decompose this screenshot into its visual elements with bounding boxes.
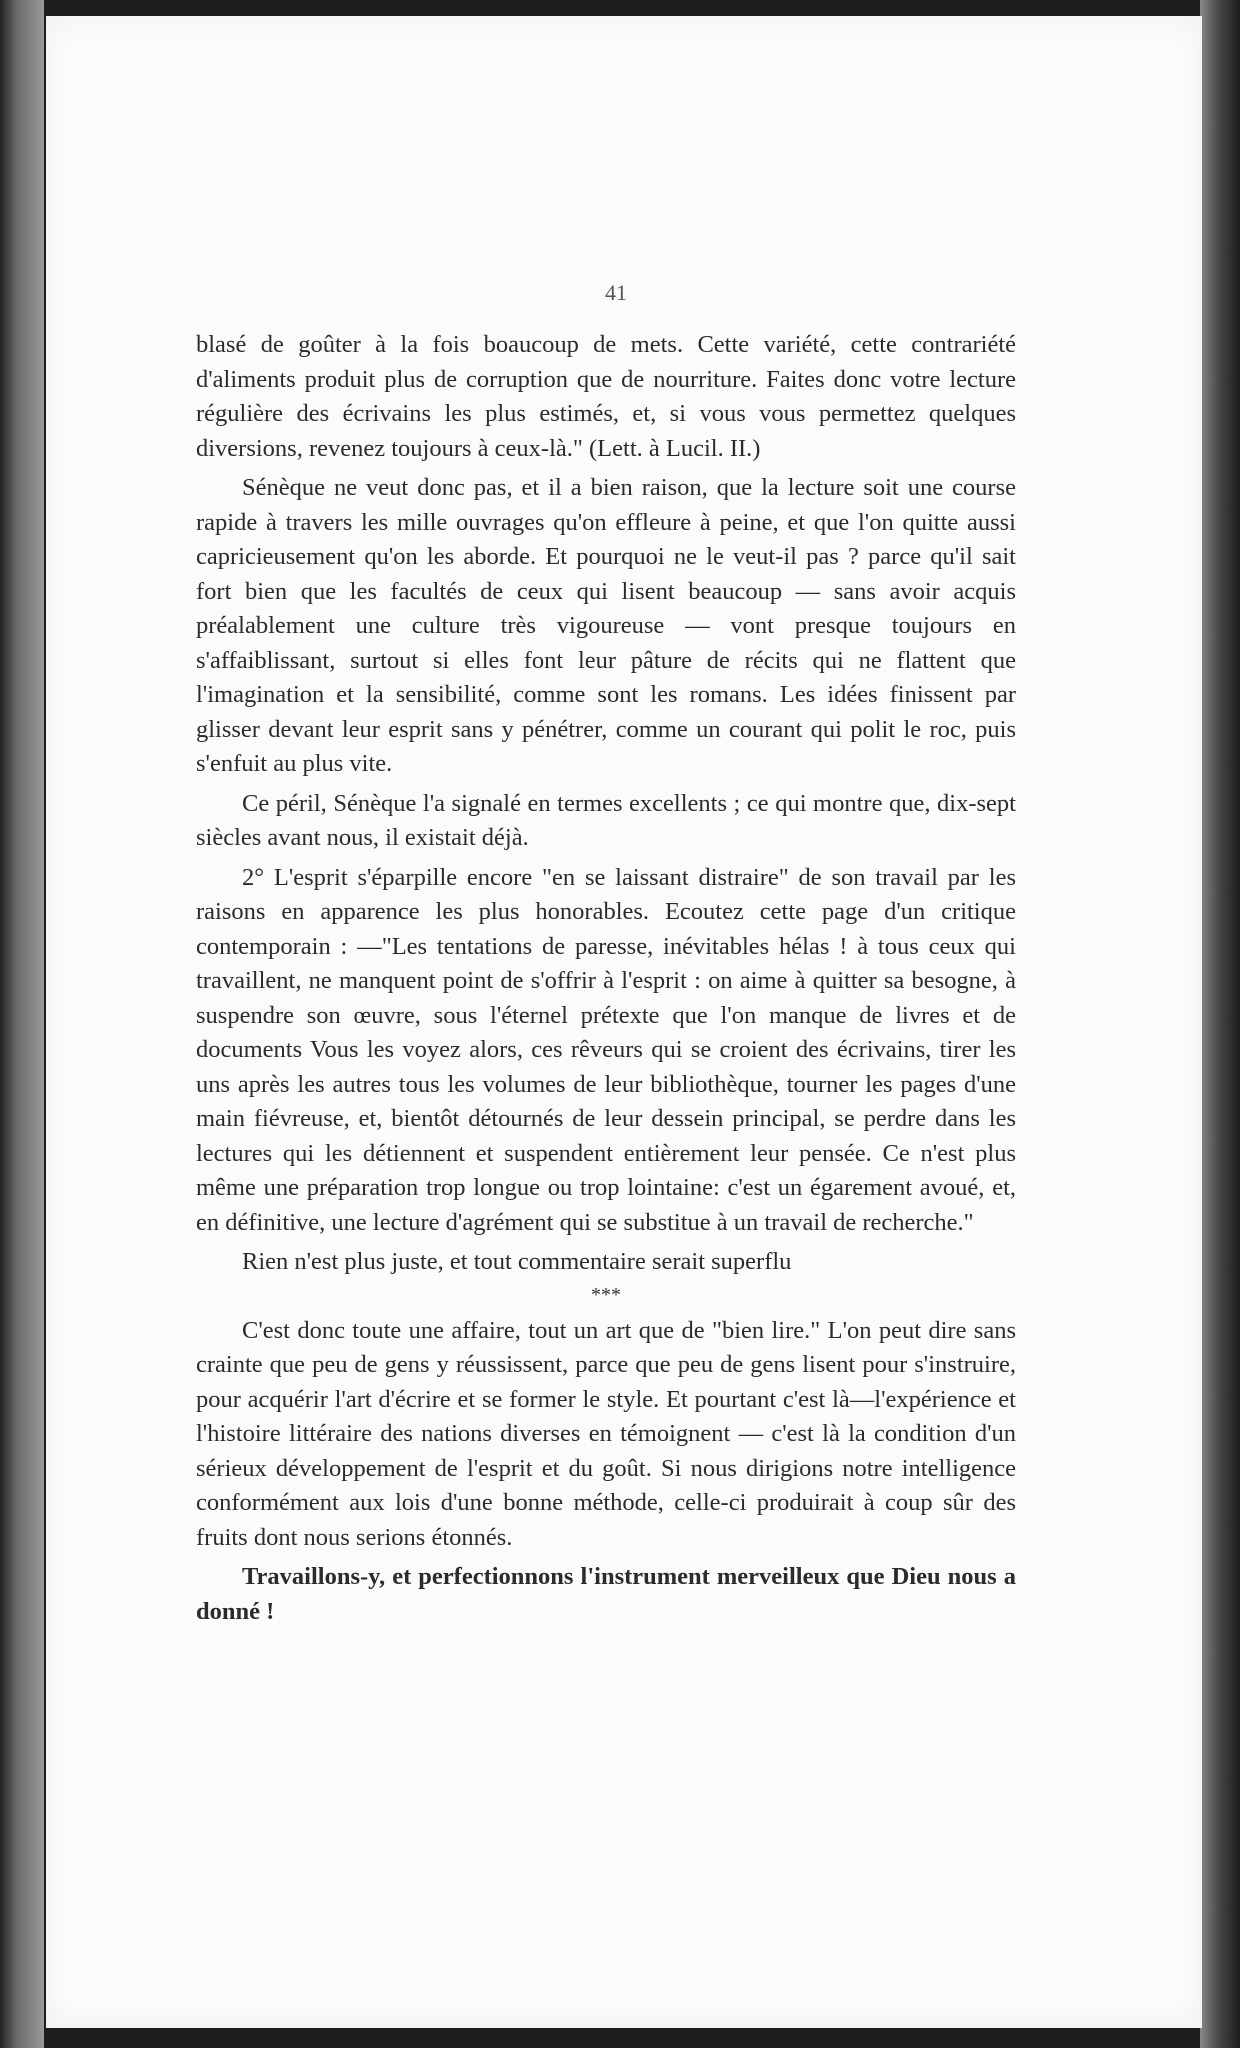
book-spine-shadow [0, 0, 44, 2048]
page-number: 41 [605, 280, 627, 305]
paragraph-1: blasé de goûter à la fois boaucoup de mets. Cette variété, cette contrariété d'aliments produit plus de corruption que de nourriture. Faites donc votre lecture régulière des écrivains les plus estimés, et, si vous vous permettez quelques diversions, revenez toujours à ceux-là." (Lett. à Lucil. II.) [196, 331, 1016, 462]
paragraph-2: Sénèque ne veut donc pas, et il a bien raison, que la lecture soit une course rapide à travers les mille ouvrages qu'on effleure à peine, et que l'on quitte aussi capricieusement qu'on les aborde. Et pourquoi ne le veut-il pas ? parce qu'il sait fort bien que les facultés de ceux qui lisent beaucoup — sans avoir acquis préalablement une culture très vigoureuse — vont presque toujours en s'affaiblissant, surtout si elles font leur pâture de récits qui ne flattent que l'imagination et la sensibilité, comme sont les romans. Les idées finissent par glisser devant leur esprit sans y pénétrer, comme un courant qui polit le roc, puis s'enfuit au plus vite. [196, 474, 1016, 777]
book-edge-shadow [1200, 0, 1240, 2048]
paragraph-6: C'est donc toute une affaire, tout un art que de "bien lire." L'on peut dire sans crainte que peu de gens y réussissent, parce que peu de gens lisent pour s'instruire, pour acquérir l'art d'écrire et se former le style. Et pourtant c'est là—l'expérience et l'histoire littéraire des nations diverses en témoignent — c'est là la condition d'un sérieux développement de l'esprit et du goût. Si nous dirigions notre intelligence conformément aux lois d'une bonne méthode, celle-ci produirait à coup sûr des fruits dont nous serions étonnés. [196, 1316, 1016, 1551]
section-separator: *** [591, 1283, 621, 1306]
paragraph-4: 2° L'esprit s'éparpille encore "en se laissant distraire" de son travail par les raisons en apparence les plus honorables. Ecoutez cette page d'un critique contemporain : —"Les tentations de paresse, inévitables hélas ! à tous ceux qui travaillent, ne manquent point de s'offrir à l'esprit : on aime à quitter sa besogne, à suspendre son œuvre, sous l'éternel prétexte que l'on manque de livres et de documents Vous les voyez alors, ces rêveurs qui se croient des écrivains, tirer les uns après les autres tous les volumes de leur bibliothèque, tourner les pages d'une main fiévreuse, et, bientôt détournés de leur dessein principal, se perdre dans les lectures qui les détiennent et suspendent entièrement leur pensée. Ce n'est plus même une préparation trop longue ou trop lointaine: c'est un égarement avoué, et, en définitive, une lecture d'agrément qui se substitue à un travail de recherche." [196, 863, 1016, 1236]
paragraph-7: Travaillons-y, et perfectionnons l'instrument merveilleux que Dieu nous a donné ! [196, 1563, 1016, 1625]
paragraph-5: Rien n'est plus juste, et tout commentaire serait superflu [242, 1248, 792, 1275]
paragraph-3: Ce péril, Sénèque l'a signalé en termes excellents ; ce qui montre que, dix-sept siècles avant nous, il existait déjà. [196, 789, 1016, 851]
page-body [196, 328, 1016, 1634]
